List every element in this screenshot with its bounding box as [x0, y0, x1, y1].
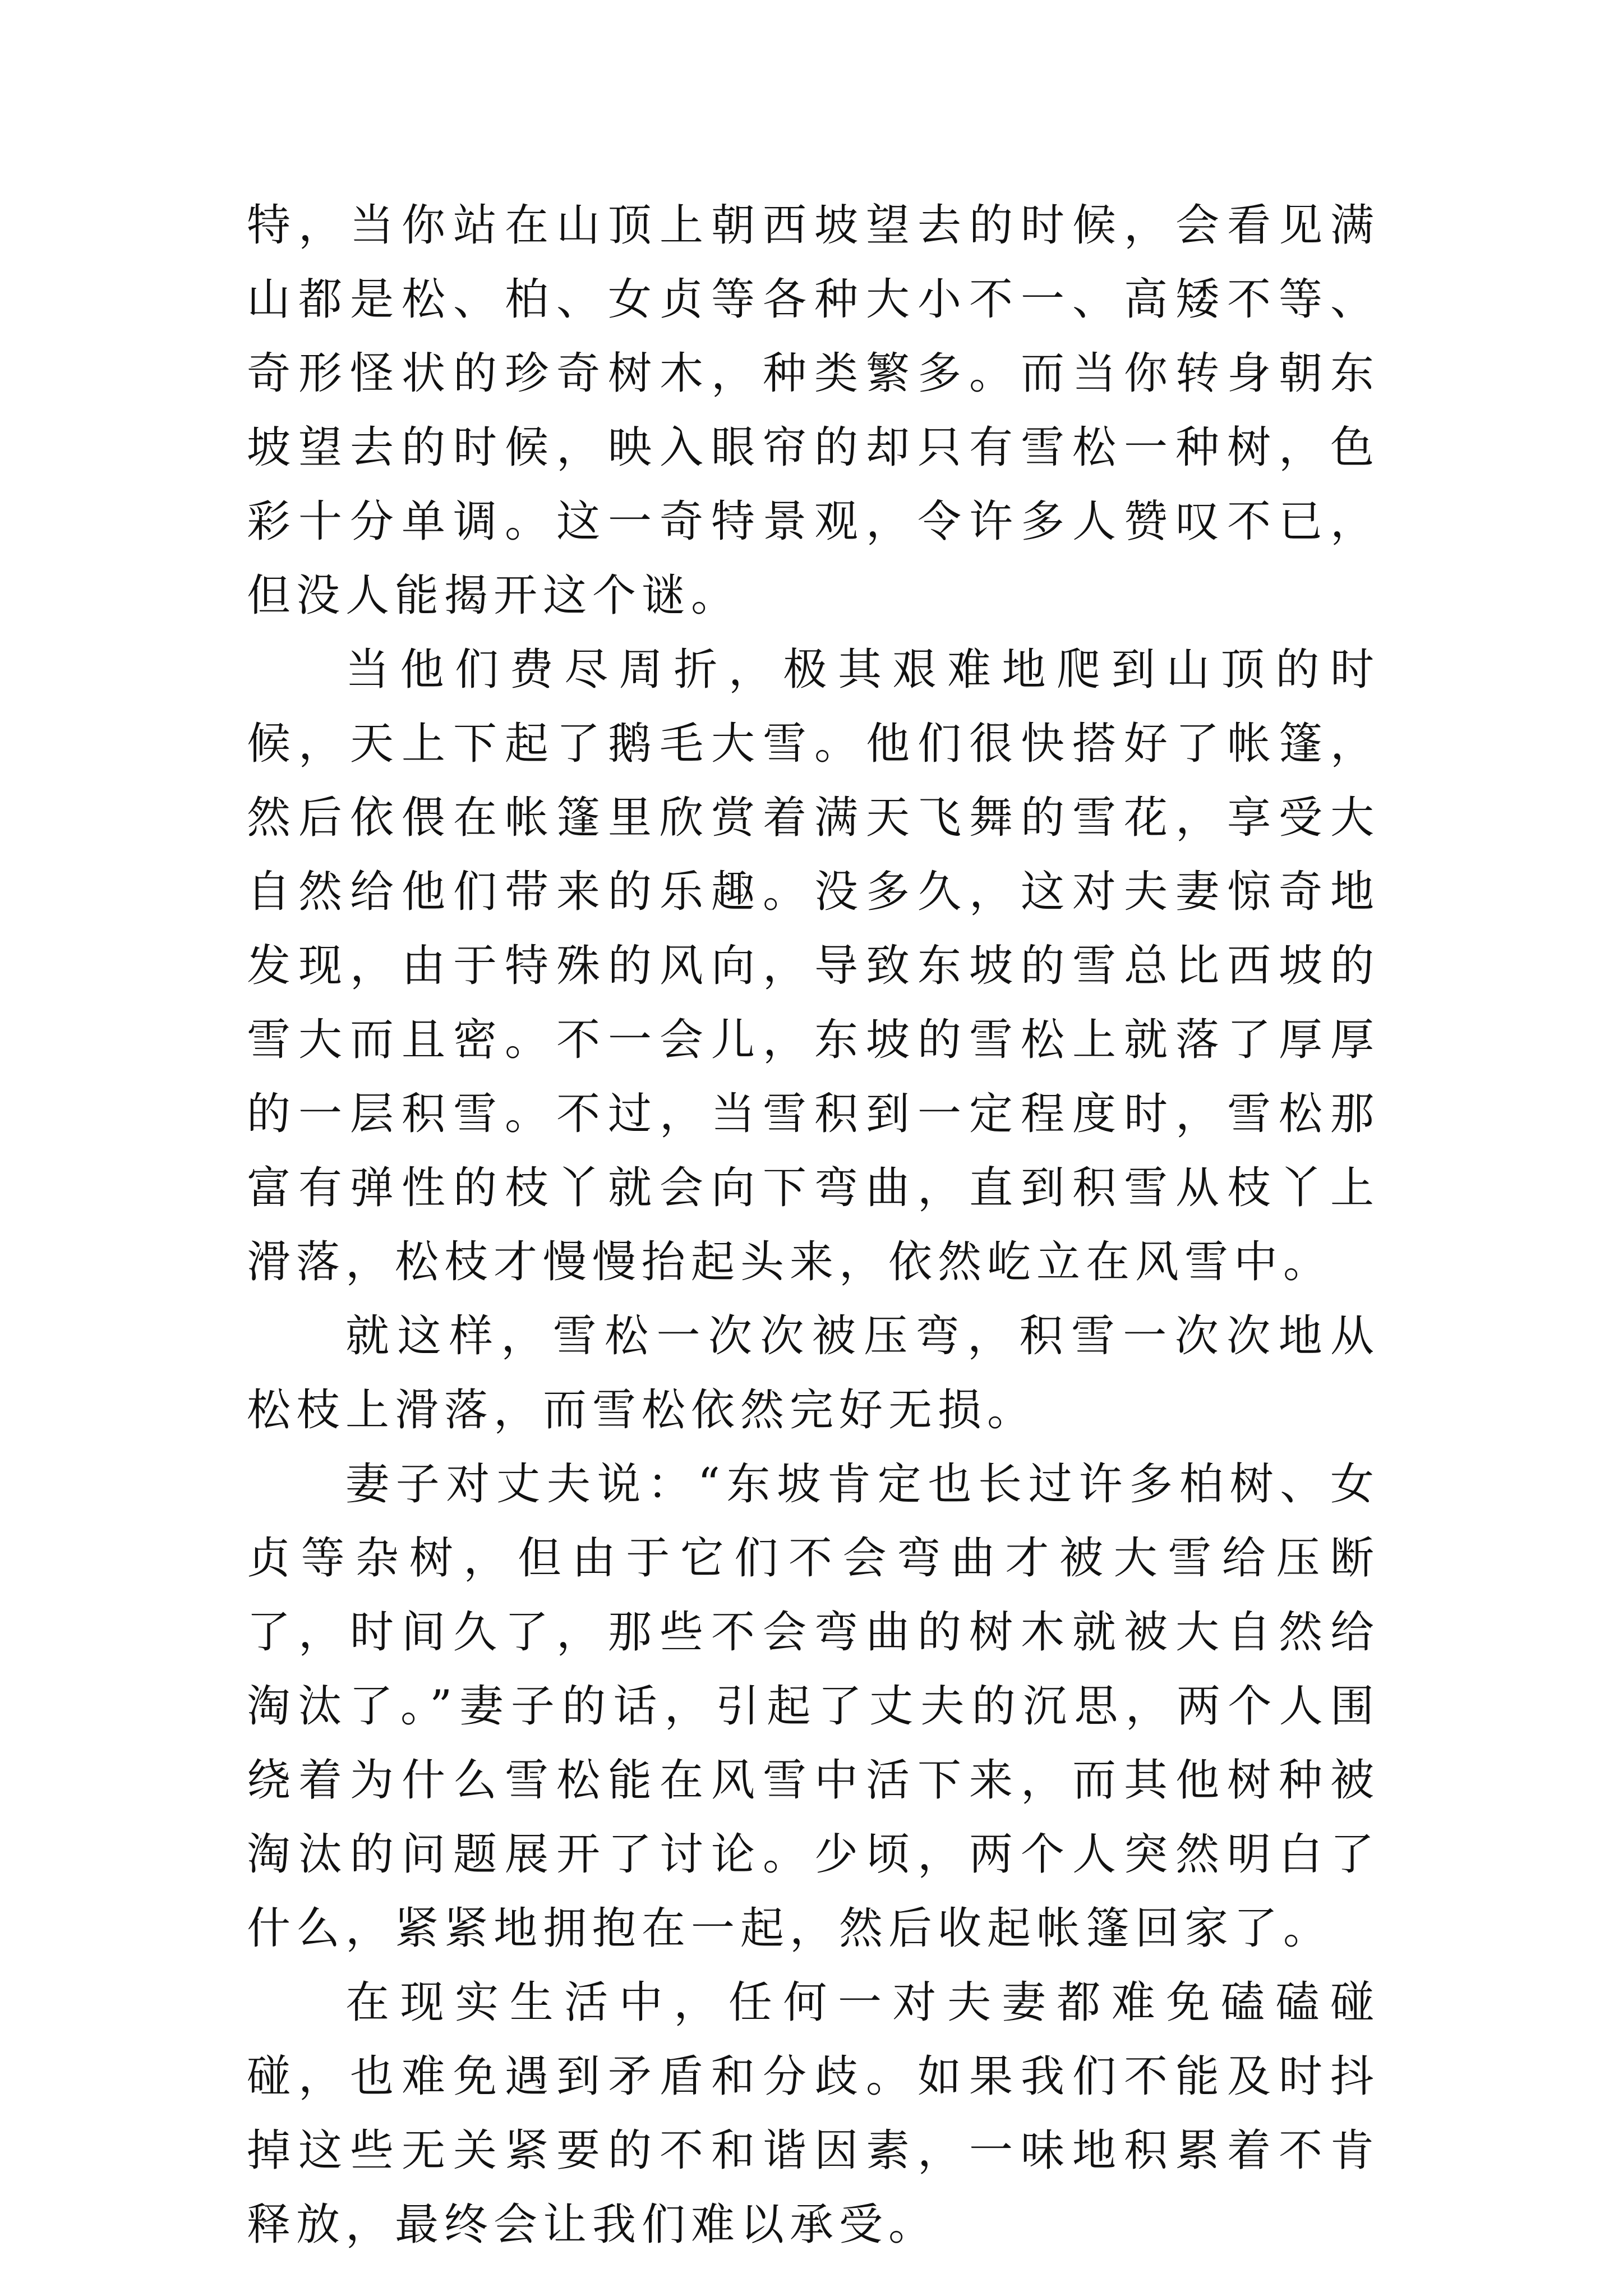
paragraph-snowfall: 当他们费尽周折，极其艰难地爬到山顶的时候，天上下起了鹅毛大雪。他们很快搭好了帐篷，然后依偎在帐篷里欣赏着满天飞舞的雪花，享受大自然给他们带来的乐趣。没多久，这对夫妻惊奇地发现，由于特殊的风向，导致东坡的雪总比西坡的雪大而且密。不一会儿，东坡的雪松上就落了厚厚的一层积雪。不过，当雪积到一定程度时，雪松那富有弹性的枝丫就会向下弯曲，直到积雪从枝丫上滑落，松枝才慢慢抬起头来，依然屹立在风雪中。	[247, 645, 1380, 1287]
paragraph-wife-speech: 妻子对丈夫说：“东坡肯定也长过许多柏树、女贞等杂树，但由于它们不会弯曲才被大雪给压断了，时间久了，那些不会弯曲的树木就被大自然给淘汰了。”妻子的话，引起了丈夫的沉思，两个人围绕着为什么雪松能在风雪中活下来，而其他树种被淘汰的问题展开了讨论。少顷，两个人突然明白了什么，紧紧地拥抱在一起，然后收起帐篷回家了。	[247, 1459, 1380, 1954]
paragraph-pine-bending: 就这样，雪松一次次被压弯，积雪一次次地从松枝上滑落，而雪松依然完好无损。	[247, 1311, 1380, 1435]
paragraph-continuation: 特，当你站在山顶上朝西坡望去的时候，会看见满山都是松、柏、女贞等各种大小不一、高矮不等、奇形怪状的珍奇树木，种类繁多。而当你转身朝东坡望去的时候，映入眼帘的却只有雪松一种树，色彩十分单调。这一奇特景观，令许多人赞叹不已，但没人能揭开这个谜。	[247, 200, 1380, 621]
body-text	[247, 188, 1380, 2262]
paragraph-real-life: 在现实生活中，任何一对夫妻都难免磕磕碰碰，也难免遇到矛盾和分歧。如果我们不能及时抖掉这些无关紧要的不和谐因素，一味地积累着不肯释放，最终会让我们难以承受。	[247, 1977, 1380, 2250]
